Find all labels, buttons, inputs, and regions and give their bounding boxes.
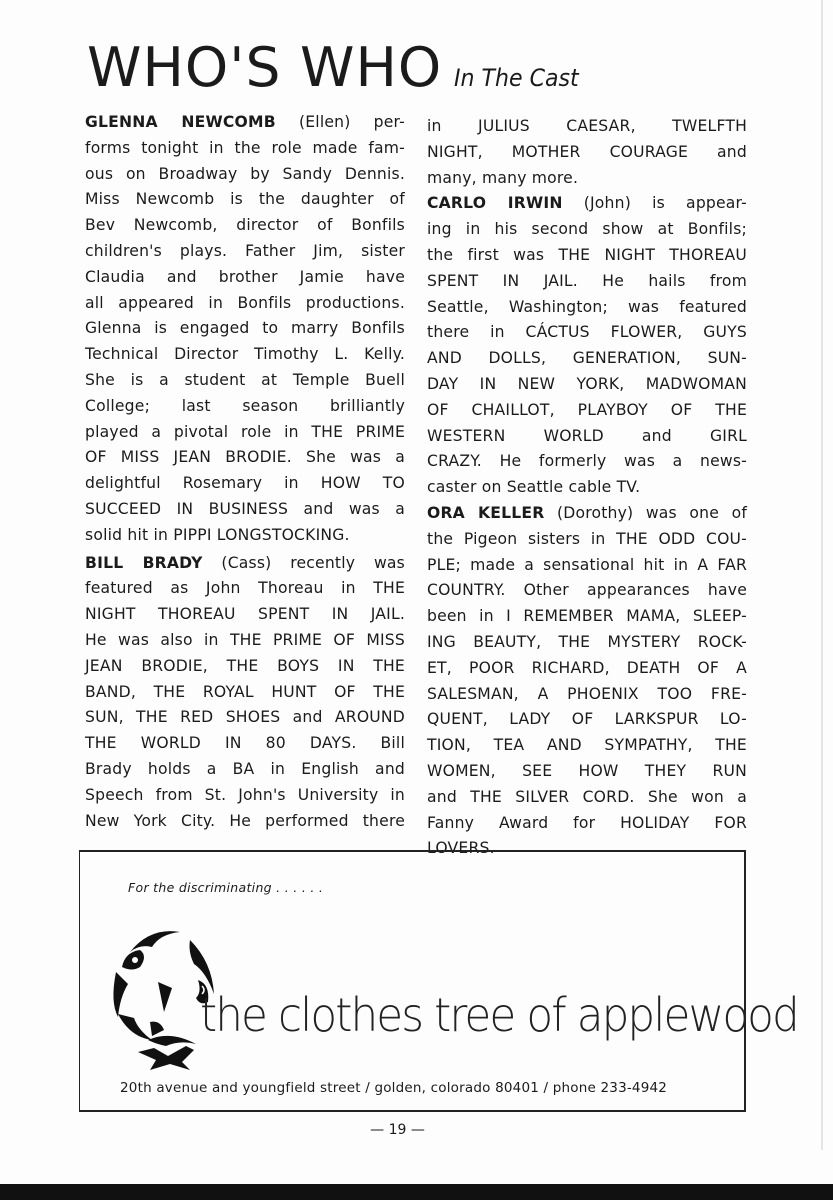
page-header — [87, 38, 590, 98]
text-line: Brady holds a BA in English and — [85, 759, 405, 778]
text-line: ing in his second show at Bonfils; — [427, 220, 747, 239]
bio-heading-ora-keller — [427, 501, 747, 527]
bio-heading-glenna-newcomb — [85, 110, 405, 136]
text-line: played a pivotal role in THE PRIME — [85, 422, 405, 441]
text-line: the Pigeon sisters in THE ODD COU- — [427, 529, 747, 548]
cast-name: BILL BRADY — [85, 553, 203, 572]
text-line: Fanny Award for HOLIDAY FOR — [427, 813, 747, 832]
text-line: caster on Seattle cable TV. — [427, 478, 641, 497]
text-line: OF MISS JEAN BRODIE. She was a — [85, 448, 405, 467]
page-subtitle: In The Cast — [454, 64, 580, 92]
column-left — [85, 110, 405, 834]
text-line: there in CÁCTUS FLOWER, GUYS — [427, 323, 747, 342]
text-line: WESTERN WORLD and GIRL — [427, 426, 747, 445]
text-line: ING BEAUTY, THE MYSTERY ROCK- — [427, 632, 747, 651]
text-line: OF CHAILLOT, PLAYBOY OF THE — [427, 400, 747, 419]
text-line: Bev Newcomb, director of Bonfils — [85, 216, 405, 235]
text-line: College; last season brilliantly — [85, 396, 405, 415]
ad-brand-name: the clothes tree of applewood — [200, 988, 798, 1042]
text-line: BAND, THE ROYAL HUNT OF THE — [85, 682, 405, 701]
text-line: SUCCEED IN BUSINESS and was a — [85, 499, 405, 518]
text-line: delightful Rosemary in HOW TO — [85, 474, 405, 493]
cast-name: ORA KELLER — [427, 503, 545, 522]
text-line: featured as John Thoreau in THE — [85, 579, 405, 598]
page-number: — 19 — — [370, 1122, 425, 1138]
page-edge — [821, 0, 823, 1150]
text-line: Seattle, Washington; was featured — [427, 297, 747, 316]
text-line: and THE SILVER CORD. She won a — [427, 787, 747, 806]
bio-heading-carlo-irwin — [427, 191, 747, 217]
text-line: THE WORLD IN 80 DAYS. Bill — [85, 734, 405, 753]
text-line: many, many more. — [427, 168, 579, 187]
text-line: been in I REMEMBER MAMA, SLEEP- — [427, 607, 747, 626]
cast-name: GLENNA NEWCOMB — [85, 113, 276, 131]
text-line: Claudia and brother Jamie have — [85, 267, 405, 286]
cast-role: (Ellen) per- — [275, 113, 405, 131]
text-line: He was also in THE PRIME OF MISS — [85, 630, 405, 649]
text-line: ET, POOR RICHARD, DEATH OF A — [427, 658, 747, 677]
ad-tagline: For the discriminating . . . . . . — [128, 880, 324, 895]
text-line: AND DOLLS, GENERATION, SUN- — [427, 349, 747, 368]
text-line: forms tonight in the role made fam- — [85, 138, 405, 157]
scan-bottom-edge — [0, 1184, 833, 1200]
text-line: CRAZY. He formerly was a news- — [427, 452, 747, 471]
text-line: SALESMAN, A PHOENIX TOO FRE- — [427, 684, 747, 703]
cast-role: (Dorothy) was one of — [544, 503, 748, 522]
cast-role: (Cass) recently was — [202, 553, 405, 572]
text-line: NIGHT THOREAU SPENT IN JAIL. — [85, 605, 405, 624]
text-line: DAY IN NEW YORK, MADWOMAN — [427, 374, 747, 393]
text-line: QUENT, LADY OF LARKSPUR LO- — [427, 710, 747, 729]
text-line: all appeared in Bonfils productions. — [85, 293, 405, 312]
text-line: NIGHT, MOTHER COURAGE and — [427, 142, 747, 161]
text-line: in JULIUS CAESAR, TWELFTH — [427, 117, 747, 135]
text-line: TION, TEA AND SYMPATHY, THE — [427, 736, 747, 755]
text-line: the first was THE NIGHT THOREAU — [427, 245, 747, 264]
text-line: LOVERS. — [427, 839, 495, 858]
column-right — [427, 114, 747, 862]
text-line: children's plays. Father Jim, sister — [85, 241, 405, 260]
text-line: WOMEN, SEE HOW THEY RUN — [427, 761, 747, 780]
text-line: ous on Broadway by Sandy Dennis. — [85, 164, 405, 183]
advertisement-box — [79, 850, 798, 1112]
text-line: PLE; made a sensational hit in A FAR — [427, 555, 747, 574]
bio-heading-bill-brady — [85, 551, 405, 577]
text-line: New York City. He performed there — [85, 811, 405, 830]
text-line: SPENT IN JAIL. He hails from — [427, 271, 747, 290]
text-line: JEAN BRODIE, THE BOYS IN THE — [85, 656, 405, 675]
text-line: Speech from St. John's University in — [85, 785, 405, 804]
text-line: She is a student at Temple Buell — [85, 370, 405, 389]
cast-name: CARLO IRWIN — [427, 194, 563, 213]
text-line: COUNTRY. Other appearances have — [427, 581, 747, 600]
text-line: SUN, THE RED SHOES and AROUND — [85, 708, 405, 727]
page-title: WHO'S WHO — [87, 36, 443, 99]
cast-role: (John) is appear- — [562, 194, 747, 213]
text-line: Technical Director Timothy L. Kelly. — [85, 345, 405, 364]
ad-address: 20th avenue and youngfield street / golden, colorado 80401 / phone 233-4942 — [120, 1080, 668, 1096]
text-line: Glenna is engaged to marry Bonfils — [85, 319, 405, 338]
text-line: solid hit in PIPPI LONGSTOCKING. — [85, 525, 350, 544]
text-line: Miss Newcomb is the daughter of — [85, 190, 405, 209]
